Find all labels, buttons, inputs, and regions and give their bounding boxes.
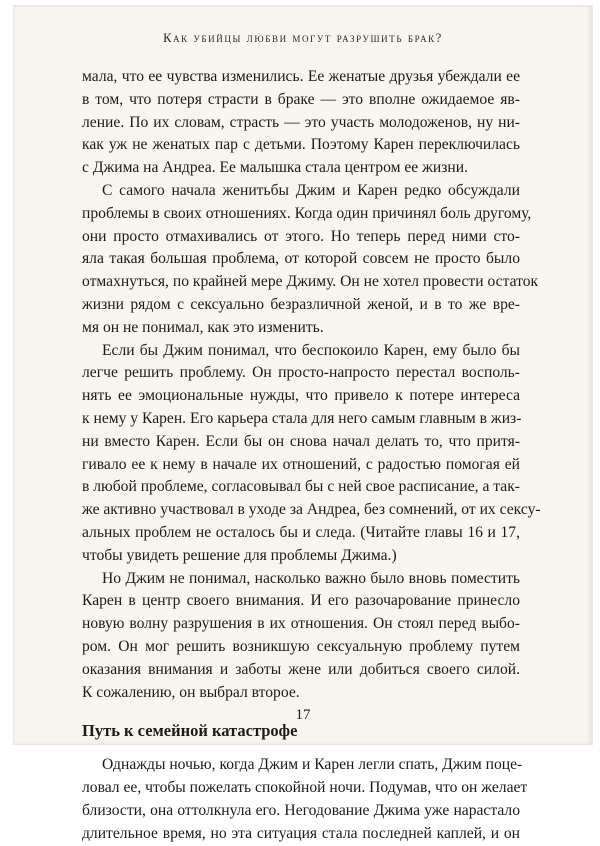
text-line: чтобы увидеть решение для проблемы Джима.) [82,546,397,564]
text-line: Однажды ночью, когда Джим и Карен легли спать, Джим поце- [102,756,523,774]
text-line: легче решить проблему. Он просто-напросто перестал восполь- [82,364,520,382]
paragraph [82,568,520,705]
text-line: в том, что потеря страсти в браке — это вполне ожидаемое яв- [82,90,520,108]
text-line: С самого начала женитьбы Джим и Карен редко обсуждали [102,181,520,199]
text-line: альных проблем не осталось бы и следа. (Читайте главы 16 и 17, [82,523,520,541]
text-line: ни вместо Карен. Если бы он снова начал делать то, что притя- [82,432,520,450]
running-head: Как убийцы любви могут разрушить брак? [163,31,443,45]
text-line: мала, что ее чувства изменились. Ее женатые друзья убеждали ее [82,68,520,85]
text-line: как уж не женатых пар с детьми. Поэтому Карен переключилась [82,136,520,154]
text-line: новую волну разрушения в их отношения. Он стоял перед выбо- [82,615,520,633]
text-line: отмахнуться, по крайней мере Джиму. Он не хотел провести остаток [82,273,539,291]
page-number: 17 [295,707,311,723]
body-text [82,66,541,846]
text-line: гивало ее к нему в начале их отношений, с радостью помогая ей [82,455,520,473]
text-line: яла такая большая проблема, от которой совсем не просто было [82,250,520,268]
text-line: с Джима на Андреа. Ее малышка стала центром ее жизни. [82,159,468,177]
text-line: близости, она оттолкнула его. Негодование Джима уже нарастало [82,801,520,819]
text-line: нять ее эмоциональные нужды, что привело к потере интереса [82,387,520,405]
text-line: ление. По их словам, страсть — это участь молодоженов, ну ни- [82,113,520,131]
text-line: жизни рядом с сексуально безразличной женой, и в то же вре- [82,295,520,313]
book-page [14,6,592,842]
paragraph [82,180,539,340]
text-line: ловал ее, чтобы пожелать спокойной ночи. Подумав, что он желает [82,779,528,797]
text-line: ром. Он мог решить возникшую сексуальную проблему путем [82,637,520,655]
paragraph [82,340,541,568]
text-line: проблемы в своих отношениях. Когда один причинял боль другому, [82,204,532,222]
text-line: длительное время, но эта ситуация стала последней каплей, и он [82,824,520,842]
text-line: к нему у Карен. Его карьера стала для него самым главным в жиз- [82,409,522,427]
text-line: в любой проблеме, согласовывал бы с ней свое расписание, а так- [82,478,520,496]
text-line: Карен в центр своего внимания. И его разочарование принесло [82,592,520,610]
text-line: К сожалению, он выбрал второе. [82,683,300,701]
paragraph [82,754,528,845]
text-line: они просто отмахивались от этого. Но теперь перед ними сто- [82,227,520,245]
text-line: мя он не понимал, как это изменить. [82,318,324,336]
text-line: Если бы Джим понимал, что беспокоило Карен, ему было бы [102,341,520,359]
text-line: оказания внимания и заботы жене или добиться своего силой. [82,660,520,678]
paragraph [82,66,520,180]
section-heading: Путь к семейной катастрофе [82,721,298,741]
text-line: же активно участвовал в уходе за Андреа, без сомнений, от их сексу- [82,501,541,519]
text-line: Но Джим не понимал, насколько важно было вновь поместить [102,569,520,587]
